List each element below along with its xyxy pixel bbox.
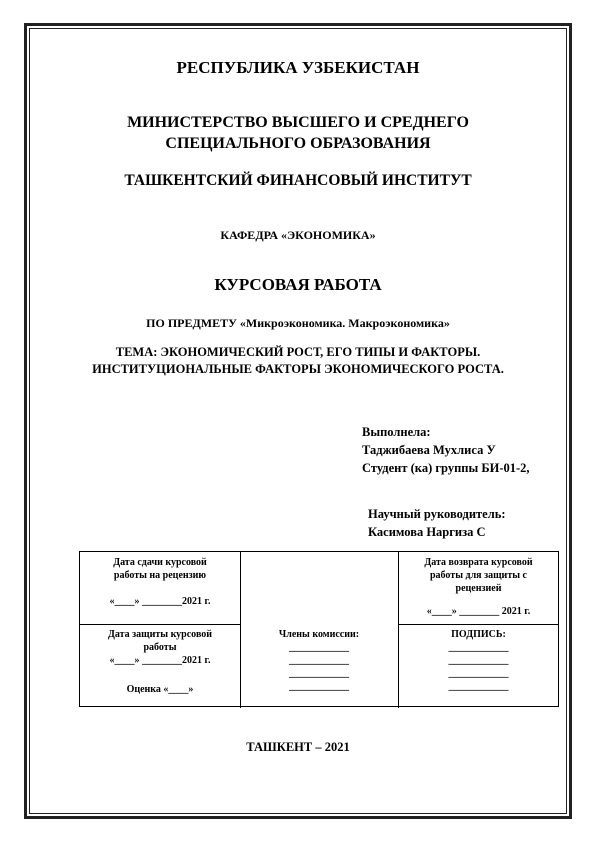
submit-label-1: Дата сдачи курсовой (113, 557, 207, 568)
ministry-line-2: СПЕЦИАЛЬНОГО ОБРАЗОВАНИЯ (165, 135, 431, 152)
ministry-line-1: МИНИСТЕРСТВО ВЫСШЕГО И СРЕДНЕГО (127, 114, 469, 131)
defense-label-2: работы (143, 642, 177, 653)
grade-field: Оценка «____» (126, 684, 194, 695)
table-divider-row-right (398, 624, 559, 625)
work-title: КУРСОВАЯ РАБОТА (214, 275, 382, 294)
submit-cell (80, 556, 240, 608)
signature-line-4: ____________ (448, 681, 509, 692)
review-table (79, 551, 559, 707)
return-label-3: рецензией (455, 583, 502, 594)
signature-cell (398, 628, 559, 693)
return-date: «____» ________ 2021 г. (426, 606, 531, 617)
republic-title: РЕСПУБЛИКА УЗБЕКИСТАН (176, 58, 420, 77)
subject-line: ПО ПРЕДМЕТУ «Микроэкономика. Макроэкономика» (146, 316, 450, 330)
supervisor-block (368, 505, 506, 541)
return-label-1: Дата возврата курсовой (424, 557, 533, 568)
theme-line-1: ТЕМА: ЭКОНОМИЧЕСКИЙ РОСТ, ЕГО ТИПЫ И ФАКТОРЫ. (115, 345, 481, 359)
commission-cell (240, 628, 398, 693)
signature-line-1: ____________ (448, 642, 509, 653)
table-divider-row-left (80, 624, 240, 625)
defense-label-1: Дата защиты курсовой (107, 629, 213, 640)
commission-line-3: ____________ (289, 668, 349, 679)
department-title: КАФЕДРА «ЭКОНОМИКА» (220, 228, 376, 242)
commission-line-1: ____________ (289, 642, 349, 653)
commission-line-2: ____________ (289, 655, 349, 666)
signature-line-2: ____________ (448, 655, 509, 666)
submit-date: «____» ________2021 г. (109, 596, 211, 607)
theme-block (29, 344, 567, 378)
performer-name: Таджибаева Мухлиса У (362, 443, 496, 457)
signature-label: ПОДПИСЬ: (451, 629, 506, 640)
return-cell (398, 556, 559, 618)
signature-line-3: ____________ (448, 668, 509, 679)
submit-label-2: работы на рецензию (113, 570, 207, 581)
return-label-2: работы для защиты с (430, 570, 527, 581)
performer-group: Студент (ка) группы БИ-01-2, (362, 461, 530, 475)
commission-line-4: ____________ (289, 681, 349, 692)
theme-line-2: ИНСТИТУЦИОНАЛЬНЫЕ ФАКТОРЫ ЭКОНОМИЧЕСКОГО РОСТА. (92, 362, 504, 376)
supervisor-label: Научный руководитель: (368, 507, 506, 521)
performer-block (362, 423, 530, 477)
defense-cell (80, 628, 240, 696)
institute-title: ТАШКЕНТСКИЙ ФИНАНСОВЫЙ ИНСТИТУТ (124, 172, 472, 189)
performer-label: Выполнела: (362, 425, 431, 439)
defense-date: «____» ________2021 г. (109, 655, 211, 666)
ministry-title (29, 112, 567, 154)
commission-label: Члены комиссии: (278, 629, 360, 640)
supervisor-name: Касимова Наргиза С (368, 525, 486, 539)
city-year: ТАШКЕНТ – 2021 (246, 740, 350, 754)
